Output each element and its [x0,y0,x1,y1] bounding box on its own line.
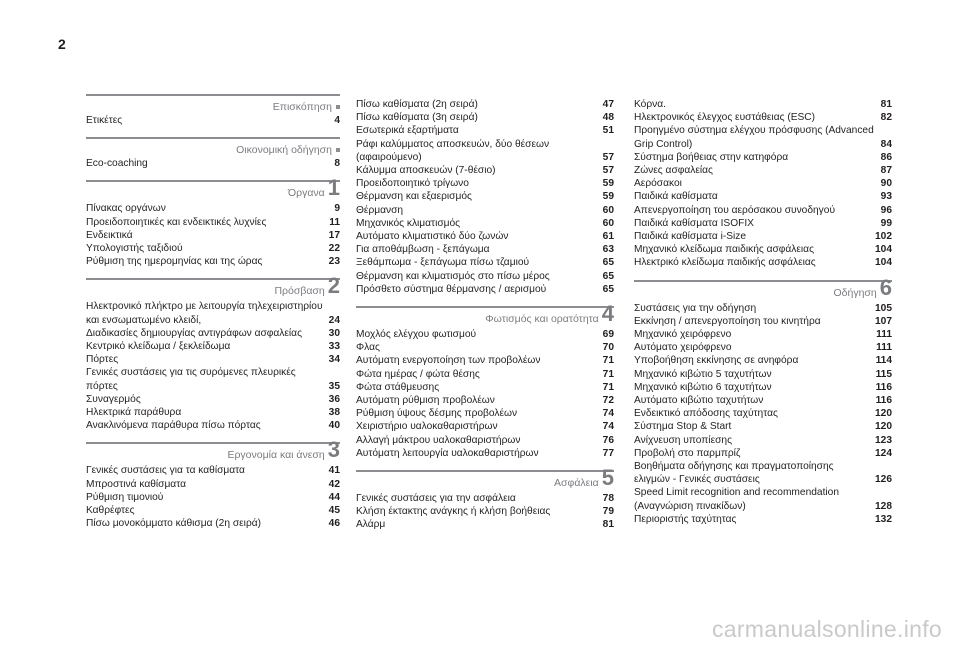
toc-entry-page: 74 [602,421,614,433]
toc-entry-title: Αλλαγή μάκτρου υαλοκαθαριστήρων [356,434,521,446]
toc-entry-page: 99 [880,217,892,229]
toc-entry[interactable] [634,230,892,243]
toc-entry[interactable] [86,255,340,268]
toc-entry-title: Πίσω καθίσματα (2η σειρά) [356,99,478,110]
toc-entry-title: Κόρνα. [634,99,666,110]
toc-entry-page: 102 [875,231,892,243]
toc-entry-title: Υπολογιστής ταξιδιού [86,243,183,255]
toc-entry-page: 42 [328,478,340,490]
toc-entry-title: Μπροστινά καθίσματα [86,478,186,490]
toc-entry[interactable] [86,353,340,366]
toc-entry-title: Παιδικά καθίσματα ISOFIX [634,217,754,229]
toc-entry-page: 23 [328,256,340,268]
toc-entry-title: Αυτόματο κλιματιστικό δύο ζωνών [356,231,509,243]
toc-entry[interactable] [86,419,340,432]
toc-entry-title: Προειδοποιητικές και ενδεικτικές λυχνίες [86,216,267,228]
toc-entry[interactable] [86,202,340,215]
toc-entry-title: Ενδεικτικά [86,229,133,241]
toc-entry[interactable] [356,394,614,407]
toc-entry-page: 38 [328,407,340,419]
toc-entry[interactable] [634,328,892,341]
toc-entry[interactable] [86,216,340,229]
toc-entry-title: Προβολή στο παρμπρίζ [634,447,741,459]
toc-entry-page: 46 [328,518,340,530]
toc-entry[interactable] [356,256,614,269]
toc-entry[interactable] [634,315,892,328]
toc-entry-title: Χειριστήριο υαλοκαθαριστήρων [356,421,498,433]
toc-entry-page: 82 [880,112,892,124]
toc-section [86,437,340,530]
toc-entry-page: 35 [328,380,340,392]
toc-entry-title: Παιδικά καθίσματα i-Size [634,231,747,243]
section-title: Όργανα [288,187,325,200]
toc-section [86,137,340,170]
toc-entry-title: Ηλεκτρικό κλείδωμα παιδικής ασφάλειας [634,257,816,269]
toc-entry-title: Γενικές συστάσεις για την ασφάλεια [356,493,516,505]
toc-entry-page: 51 [602,125,614,137]
toc-entry-page: 57 [602,151,614,163]
toc-entry[interactable] [634,420,892,433]
toc-entry[interactable] [356,164,614,177]
toc-entry-page: 120 [875,421,892,433]
section-header [356,301,614,328]
toc-entry[interactable] [86,504,340,517]
toc-entry-page: 40 [328,420,340,432]
toc-entry[interactable] [356,492,614,505]
toc-entry-title: Ρύθμιση ύψους δέσμης προβολέων [356,408,518,420]
toc-entry[interactable] [356,341,614,354]
toc-entry-title: Ηλεκτρονικό πλήκτρο με λειτουργία τηλεχειριστηρίου και ενσωματωμένο κλειδί, [86,301,323,326]
toc-entry[interactable] [634,111,892,124]
toc-entry[interactable] [634,368,892,381]
toc-entry[interactable] [356,505,614,518]
toc-entry[interactable] [634,124,892,150]
toc-entry-title: Καθρέφτες [86,505,135,517]
toc-entry-page: 72 [602,395,614,407]
toc-entry-title: Ρύθμιση της ημερομηνίας και της ώρας [86,256,263,268]
toc-entry-title: Ξεθάμπωμα - ξεπάγωμα πίσω τζαμιού [356,257,530,269]
toc-entry-title: Πίσω μονοκόμματο κάθισμα (2η σειρά) [86,518,262,530]
toc-entry-page: 65 [602,270,614,282]
toc-entry[interactable] [86,340,340,353]
toc-entry[interactable] [634,486,892,512]
toc-entry-title: Συναγερμός [86,393,141,405]
toc-column-1 [86,92,340,540]
section-header [86,137,340,157]
toc-entry-page: 115 [875,368,892,380]
toc-entry[interactable] [634,513,892,526]
toc-entry[interactable] [86,366,340,392]
toc-entry-title: Κλήση έκτακτης ανάγκης ή κλήση βοήθειας [356,506,551,518]
toc-entry-page: 74 [602,408,614,420]
toc-section [356,301,614,460]
toc-entry-title: Ετικέτες [86,115,123,126]
toc-entry[interactable] [86,478,340,491]
section-header [86,437,340,464]
toc-entry-title: Εκκίνηση / απενεργοποίηση του κινητήρα [634,315,821,327]
toc-entry[interactable] [634,460,892,486]
toc-entry[interactable] [356,420,614,433]
toc-entry-page: 128 [875,500,892,512]
toc-entry-page: 104 [875,244,892,256]
toc-entry-page: 78 [602,493,614,505]
toc-entry-page: 90 [880,178,892,190]
toc-entry-title: Θέρμανση και κλιματισμός στο πίσω μέρος [356,270,550,282]
toc-entry-title: Αυτόματη ρύθμιση προβολέων [356,395,495,407]
toc-entry-list [356,328,614,460]
toc-entry[interactable] [356,407,614,420]
toc-entry-page: 105 [875,302,892,314]
toc-entry-page: 107 [875,315,892,327]
toc-entry[interactable] [86,242,340,255]
square-marker-icon [336,105,340,109]
toc-entry-title: Speed Limit recognition and recommendation (Αναγνώριση πινακίδων) [634,487,840,512]
chapter-number: 4 [601,301,614,327]
section-header [86,175,340,202]
toc-entry-page: 8 [334,158,340,170]
toc-entry-title: Συστάσεις για την οδήγηση [634,302,757,314]
toc-entry-title: Σύστημα Stop & Start [634,421,732,433]
toc-entry[interactable] [356,124,614,137]
toc-entry-title: Ζώνες ασφαλείας [634,165,713,177]
toc-entry-title: Πίσω καθίσματα (3η σειρά) [356,112,478,124]
toc-entry[interactable] [356,111,614,124]
toc-entry-page: 17 [328,229,340,241]
toc-entry[interactable] [86,406,340,419]
section-header [634,274,892,302]
toc-entry[interactable] [86,300,340,326]
toc-entry[interactable] [356,434,614,447]
chapter-number: 1 [327,175,340,201]
toc-entry-page: 93 [880,191,892,203]
toc-entry-page: 81 [880,99,892,110]
toc-entry[interactable] [86,517,340,530]
toc-entry-page: 65 [602,283,614,295]
toc-entry-title: Απενεργοποίηση του αερόσακου συνοδηγού [634,204,836,216]
toc-entry-title: Eco-coaching [86,158,148,170]
toc-entry-title: Περιοριστής ταχύτητας [634,513,737,525]
toc-entry-list [634,302,892,526]
toc-entry[interactable] [634,407,892,420]
toc-entry-title: Αυτόματη ενεργοποίηση των προβολέων [356,355,541,367]
toc-entry-page: 123 [875,434,892,446]
toc-entry-page: 45 [328,505,340,517]
toc-entry-title: Προειδοποιητικό τρίγωνο [356,178,469,190]
toc-entry[interactable] [634,341,892,354]
toc-entry[interactable] [634,381,892,394]
toc-entry-title: Φλας [356,342,380,354]
toc-entry-title: Πίνακας οργάνων [86,203,166,215]
toc-section [86,273,340,432]
toc-entry-title: Μηχανικός κλιματισμός [356,217,461,229]
toc-entry-title: Ηλεκτρονικός έλεγχος ευστάθειας (ESC) [634,112,816,124]
section-title: Επισκόπηση [272,101,332,113]
toc-section [634,274,892,526]
toc-entry[interactable] [356,98,614,111]
toc-entry[interactable] [86,491,340,504]
toc-entry[interactable] [86,393,340,406]
toc-entry[interactable] [634,394,892,407]
toc-entry-title: Ηλεκτρικά παράθυρα [86,407,182,419]
toc-entry-title: Ανίχνευση υποπίεσης [634,434,732,446]
toc-entry-page: 41 [328,465,340,477]
toc-entry[interactable] [634,447,892,460]
toc-entry[interactable] [634,243,892,256]
toc-entry-title: Φώτα στάθμευσης [356,381,440,393]
toc-entry[interactable] [356,270,614,283]
toc-entry-title: Ανακλινόμενα παράθυρα πίσω πόρτας [86,420,261,432]
toc-entry-page: 104 [875,257,892,269]
toc-entry-title: Πόρτες [86,354,119,366]
toc-entry-title: Προηγμένο σύστημα ελέγχου πρόσφυσης (Advanced Grip Control) [634,125,874,150]
toc-entry[interactable] [356,354,614,367]
toc-entry-title: Μηχανικό κιβώτιο 6 ταχυτήτων [634,381,772,393]
toc-entry-title: Αλάρμ [356,519,386,531]
section-title: Οδήγηση [833,286,877,299]
toc-entry-title: Γενικές συστάσεις για τις συρόμενες πλευρικές πόρτες [86,367,296,392]
toc-section [86,175,340,268]
toc-entry-page: 77 [602,447,614,459]
toc-entry-page: 70 [602,342,614,354]
toc-entry-title: Ράφι καλύμματος αποσκευών, δύο θέσεων (αφαιρούμενο) [356,138,550,163]
section-header [86,273,340,300]
toc-entry-title: Εσωτερικά εξαρτήματα [356,125,459,137]
toc-entry[interactable] [356,283,614,296]
toc-entry-page: 34 [328,354,340,366]
toc-entry-page: 71 [602,355,614,367]
toc-entry[interactable] [634,164,892,177]
toc-entry-title: Υποβοήθηση εκκίνησης σε ανηφόρα [634,355,799,367]
toc-entry-page: 9 [334,203,340,215]
watermark: carmanualsonline.info [711,616,942,642]
section-title: Οικονομική οδήγηση [236,144,332,157]
toc-entry-page: 44 [328,491,340,503]
toc-entry-title: Φώτα ημέρας / φώτα θέσης [356,368,480,380]
toc-entry-page: 116 [875,395,892,407]
toc-entry-page: 60 [602,217,614,229]
toc-entry-title: Γενικές συστάσεις για τα καθίσματα [86,465,245,477]
toc-entry-page: 59 [602,191,614,203]
toc-entry-page: 76 [602,434,614,446]
toc-column-2 [356,92,614,542]
section-title: Εργονομία και άνεση [227,449,325,462]
toc-entry-list [356,492,614,532]
toc-entry-page: 116 [875,381,892,393]
toc-entry-page: 61 [602,231,614,243]
square-marker-icon [336,148,340,152]
toc-entry[interactable] [356,190,614,203]
section-title: Φωτισμός και ορατότητα [485,313,599,326]
toc-entry-title: Για αποθάμβωση - ξεπάγωμα [356,244,490,256]
section-header [356,465,614,492]
toc-entry-title: Βοηθήματα οδήγησης και πραγματοποίησης ελιγμών - Γενικές συστάσεις [634,461,834,486]
toc-entry-list [86,300,340,432]
toc-entry-page: 71 [602,368,614,380]
toc-entry-page: 59 [602,178,614,190]
toc-entry[interactable] [356,230,614,243]
chapter-number: 3 [327,437,340,463]
toc-entry[interactable] [86,229,340,242]
toc-entry-page: 47 [602,99,614,110]
toc-entry-page: 11 [329,216,340,228]
toc-entry-list [356,98,614,296]
toc-section [86,94,340,127]
toc-entry[interactable] [634,151,892,164]
toc-section [356,94,614,296]
toc-entry-title: Κάλυμμα αποσκευών (7-θέσιο) [356,165,496,177]
section-title: Πρόσβαση [274,285,325,298]
toc-entry-page: 132 [875,513,892,525]
toc-entry-title: Αυτόματο χειρόφρενο [634,342,732,354]
toc-entry-title: Μηχανικό κιβώτιο 5 ταχυτήτων [634,368,772,380]
toc-entry[interactable] [634,302,892,315]
toc-entry-page: 124 [875,447,892,459]
toc-entry-page: 60 [602,204,614,216]
toc-entry-title: Μηχανικό κλείδωμα παιδικής ασφάλειας [634,244,814,256]
toc-entry-title: Αυτόματη λειτουργία υαλοκαθαριστήρων [356,447,539,459]
toc-entry-page: 114 [875,355,892,367]
page-number: 2 [58,36,66,52]
toc-column-3 [634,92,892,536]
toc-entry-page: 4 [334,115,340,126]
chapter-number: 5 [601,465,614,491]
toc-section [634,94,892,270]
toc-entry-title: Διαδικασίες δημιουργίας αντιγράφων ασφαλείας [86,327,302,339]
toc-entry-page: 86 [880,151,892,163]
toc-entry[interactable] [634,217,892,230]
toc-entry-title: Πρόσθετο σύστημα θέρμανσης / αερισμού [356,283,547,295]
toc-entry-title: Ενδεικτικό απόδοσης ταχύτητας [634,408,778,420]
chapter-number: 2 [327,273,340,299]
toc-entry[interactable] [356,381,614,394]
toc-entry-title: Αυτόματο κιβώτιο ταχυτήτων [634,395,764,407]
toc-entry[interactable] [634,434,892,447]
toc-entry-list [86,202,340,268]
toc-entry-list [86,464,340,530]
toc-entry-page: 71 [602,381,614,393]
toc-entry-page: 81 [602,519,614,531]
toc-entry-title: Θέρμανση [356,204,404,216]
toc-entry[interactable] [356,217,614,230]
toc-entry-page: 69 [602,329,614,341]
toc-entry[interactable] [356,177,614,190]
toc-entry-title: Μηχανικό χειρόφρενο [634,329,732,341]
toc-entry[interactable] [356,138,614,164]
toc-entry-title: Αερόσακοι [634,178,682,190]
toc-entry-page: 30 [328,327,340,339]
toc-entry-page: 48 [602,112,614,124]
toc-entry[interactable] [356,328,614,341]
toc-entry[interactable] [356,368,614,381]
toc-entry-page: 111 [876,329,892,341]
toc-entry[interactable] [356,518,614,531]
toc-entry-list [634,98,892,270]
toc-entry-page: 111 [876,342,892,354]
toc-entry-title: Κεντρικό κλείδωμα / ξεκλείδωμα [86,341,231,353]
toc-entry-page: 63 [602,244,614,256]
toc-entry-page: 126 [875,474,892,486]
toc-entry-page: 24 [328,314,340,326]
toc-entry[interactable] [634,354,892,367]
toc-entry-page: 87 [880,165,892,177]
toc-entry-page: 33 [328,341,340,353]
toc-entry[interactable] [634,204,892,217]
toc-entry-page: 22 [328,243,340,255]
toc-entry[interactable] [634,256,892,269]
toc-entry[interactable] [634,177,892,190]
toc-entry-page: 36 [328,393,340,405]
section-header [86,94,340,114]
toc-entry-page: 96 [880,204,892,216]
toc-entry[interactable] [634,190,892,203]
toc-entry-page: 84 [880,138,892,150]
toc-entry-page: 120 [875,408,892,420]
toc-entry-page: 65 [602,257,614,269]
toc-entry[interactable] [356,447,614,460]
chapter-number: 6 [879,274,892,300]
toc-entry-page: 79 [602,506,614,518]
toc-entry-title: Σύστημα βοήθειας στην κατηφόρα [634,151,789,163]
toc-entry[interactable] [356,204,614,217]
toc-entry-title: Μοχλός ελέγχου φωτισμού [356,329,477,341]
toc-section [356,465,614,532]
toc-entry[interactable] [634,98,892,111]
section-title: Ασφάλεια [554,477,599,490]
toc-entry[interactable] [86,327,340,340]
toc-entry-title: Ρύθμιση τιμονιού [86,491,164,503]
toc-entry-page: 57 [602,165,614,177]
toc-entry-title: Παιδικά καθίσματα [634,191,718,203]
toc-entry[interactable] [356,243,614,256]
toc-entry[interactable] [86,464,340,477]
toc-entry-title: Θέρμανση και εξαερισμός [356,191,472,203]
